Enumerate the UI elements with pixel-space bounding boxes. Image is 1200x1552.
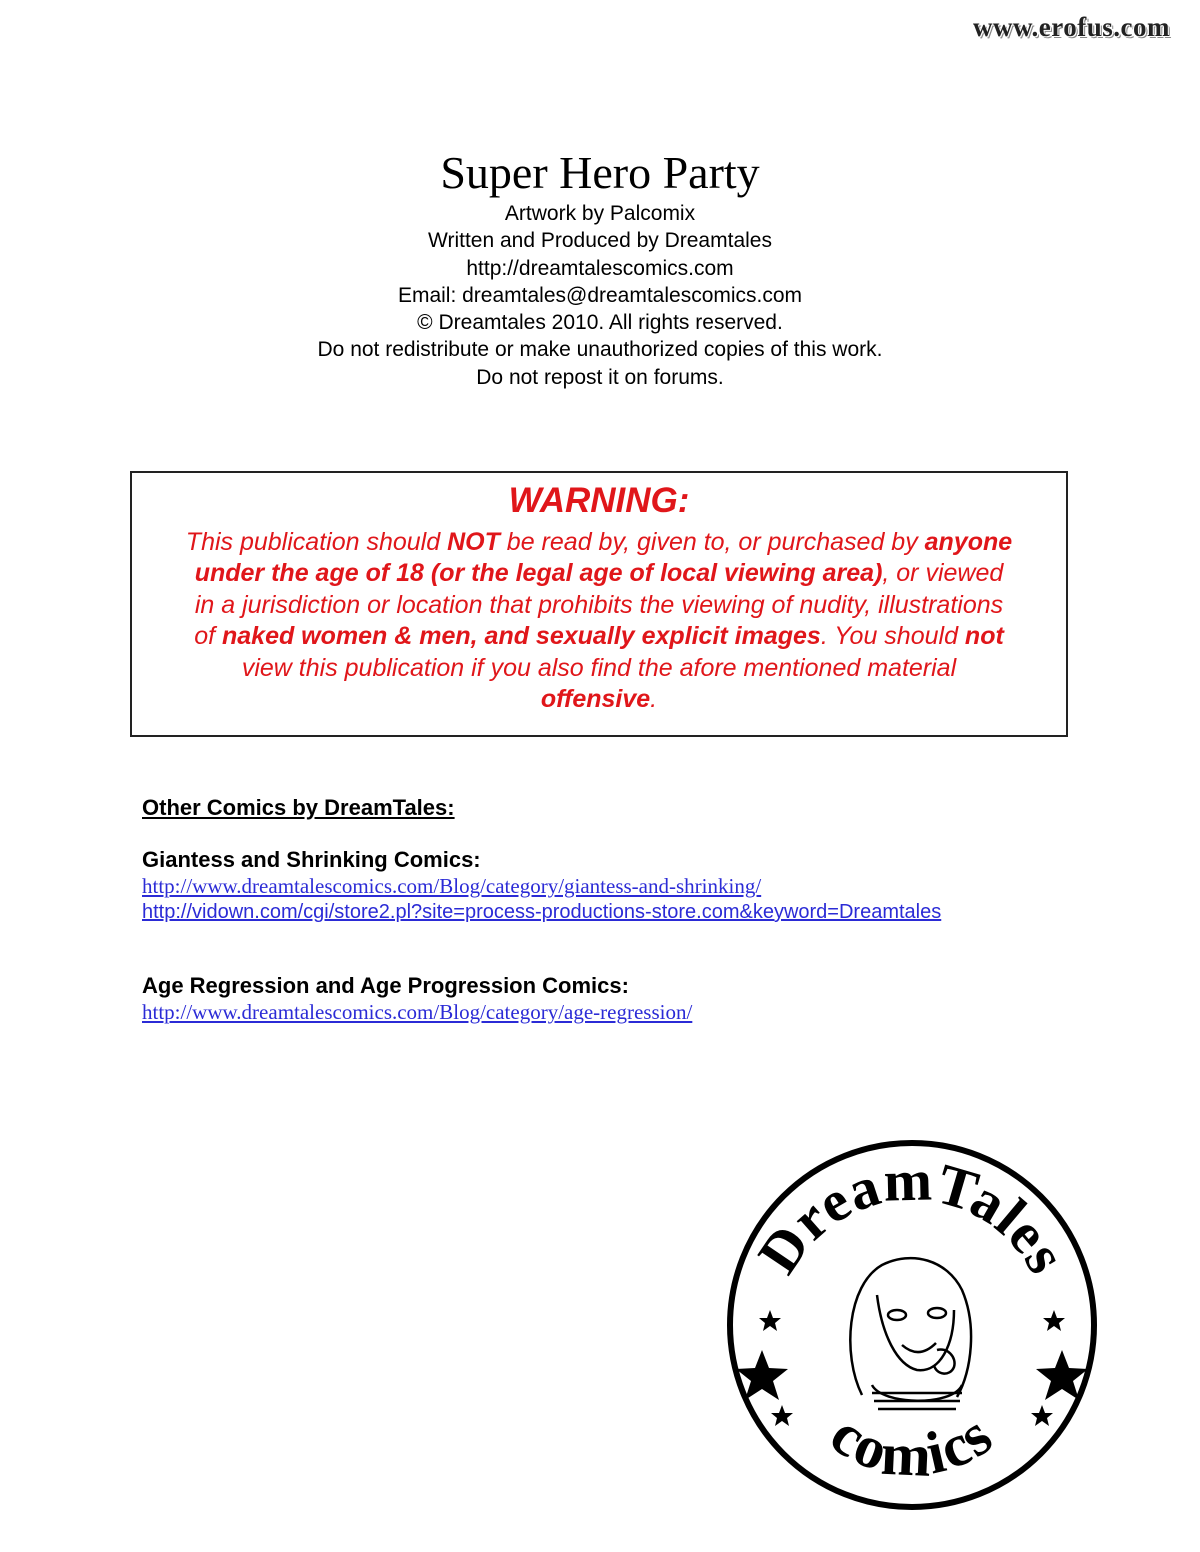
age-regression-blog-link[interactable]: http://www.dreamtalescomics.com/Blog/category/age-regression/	[142, 1000, 693, 1024]
warning-text	[182, 527, 1016, 715]
other-comics-heading: Other Comics by DreamTales:	[142, 795, 455, 820]
credit-no-repost: Do not repost it on forums.	[476, 365, 724, 389]
warning-text-part: view this publication if you also find the afore mentioned material	[241, 653, 957, 682]
credit-no-redistribute: Do not redistribute or make unauthorized copies of this work.	[317, 338, 883, 362]
warning-text-part: This publication should	[185, 528, 448, 556]
warning-emphasis: not	[964, 622, 1004, 651]
giantess-heading: Giantess and Shrinking Comics:	[142, 847, 481, 872]
warning-emphasis: anyone under the age of 18 (or the legal age of local viewing area)	[194, 528, 1013, 588]
site-watermark: www.erofus.com	[973, 12, 1170, 42]
warning-text-part: , or viewed in a jurisdiction or location that prohibits the viewing of nudity, illustrations of	[194, 559, 1004, 651]
warning-text-part: .	[650, 685, 658, 714]
credit-website: http://dreamtalescomics.com	[466, 256, 734, 280]
warning-box	[130, 471, 1068, 737]
credit-copyright: © Dreamtales 2010. All rights reserved.	[417, 311, 783, 335]
warning-text-part: . You should	[820, 622, 965, 651]
other-comics-section	[142, 795, 1142, 1025]
credits-block	[0, 146, 1200, 391]
dreamtales-comics-logo	[722, 1135, 1102, 1515]
logo-top-text: DreamTales	[745, 1147, 1080, 1285]
credit-artwork: Artwork by Palcomix	[504, 202, 696, 225]
warning-emphasis: offensive	[540, 685, 651, 714]
warning-text-part: be read by, given to, or purchased by	[499, 528, 925, 556]
credit-writer: Written and Produced by Dreamtales	[428, 229, 772, 253]
vidown-store-link[interactable]: http://vidown.com/cgi/store2.pl?site=process-productions-store.com&keyword=Dreamtales	[142, 901, 942, 923]
warning-emphasis: naked women & men, and sexually explicit images	[221, 622, 821, 651]
logo-bottom-text: comics	[819, 1400, 1005, 1490]
giantess-blog-link[interactable]: http://www.dreamtalescomics.com/Blog/category/giantess-and-shrinking/	[142, 874, 762, 898]
age-regression-heading: Age Regression and Age Progression Comics:	[142, 973, 629, 998]
warning-title: WARNING:	[508, 481, 690, 520]
credit-email: Email: dreamtales@dreamtalescomics.com	[397, 283, 803, 307]
comic-title: Super Hero Party	[440, 147, 760, 198]
warning-emphasis: NOT	[447, 528, 500, 556]
